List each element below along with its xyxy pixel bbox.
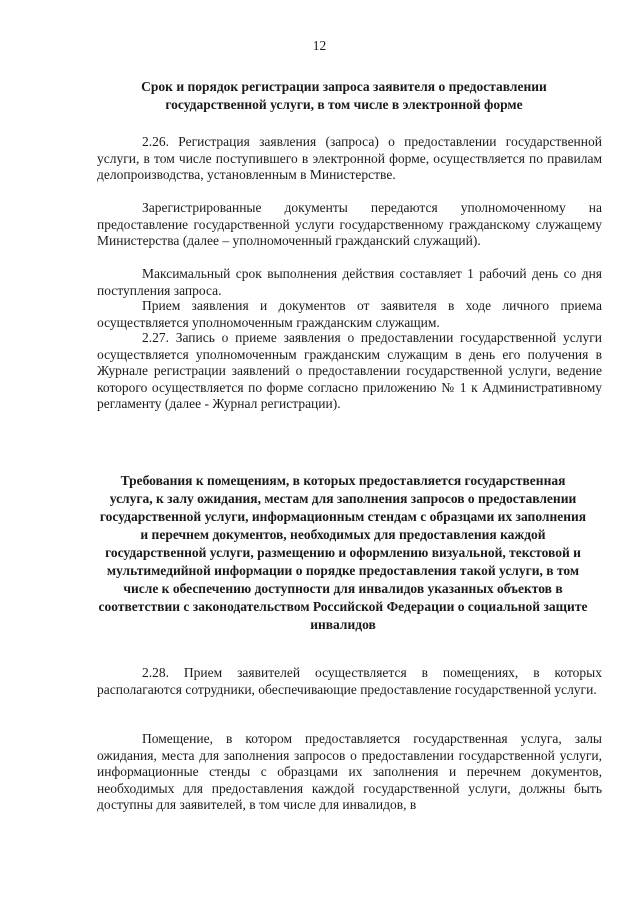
paragraph-personal-reception: Прием заявления и документов от заявителя в ходе личного приема осуществляется уполномоченным гражданским служащим.: [97, 298, 602, 330]
paragraph-max-term: Максимальный срок выполнения действия составляет 1 рабочий день со дня поступления запроса.: [97, 266, 602, 298]
paragraph-premises-accessibility: Помещение, в котором предоставляется государственная услуга, залы ожидания, места для заполнения запросов о предоставлении государственной услуги, информационные стенды с образцами их заполнения и перечнем документов, необходимых для предоставления каждой государственной услуги, должны быть доступны для заявителей, в том числе для инвалидов, в: [97, 731, 602, 812]
paragraph-2-26: 2.26. Регистрация заявления (запроса) о предоставлении государственной услуги, в том числе поступившего в электронной форме, осуществляется по правилам делопроизводства, установленным в Министерстве.: [97, 134, 602, 182]
page-number: 12: [312, 38, 327, 53]
section-heading-registration: Срок и порядок регистрации запроса заявителя о предоставлении государственной услуги, в том числе в электронной форме: [141, 79, 547, 112]
paragraph-registered-documents: Зарегистрированные документы передаются уполномоченному на предоставление государственной услуги государственному гражданскому служащему Министерства (далее – уполномоченный гражданский служащий).: [97, 200, 602, 248]
section-heading-premises: Требования к помещениям, в которых предоставляется государственная услуга, к залу ожидания, местам для заполнения запросов о предоставлении государственной услуги, информационным стендам с образцами их заполнения и перечнем документов, необходимых для предоставления каждой государственной услуги, размещению и оформлению визуальной, текстовой и мультимедийной информации о порядке предоставления такой услуги, в том числе к обеспечению доступности для инвалидов указанных объектов в соответствии с законодательством Российской Федерации о социальной защите инвалидов: [98, 473, 588, 632]
paragraph-2-28: 2.28. Прием заявителей осуществляется в помещениях, в которых располагаются сотрудники, обеспечивающие предоставление государственной услуги.: [97, 665, 602, 697]
paragraph-2-27: 2.27. Запись о приеме заявления о предоставлении государственной услуги осуществляется уполномоченным гражданским служащим в день его получения в Журнале регистрации заявлений о предоставлении государственной услуги, ведение которого осуществляется по форме согласно приложению № 1 к Административному регламенту (далее - Журнал регистрации).: [97, 330, 602, 411]
